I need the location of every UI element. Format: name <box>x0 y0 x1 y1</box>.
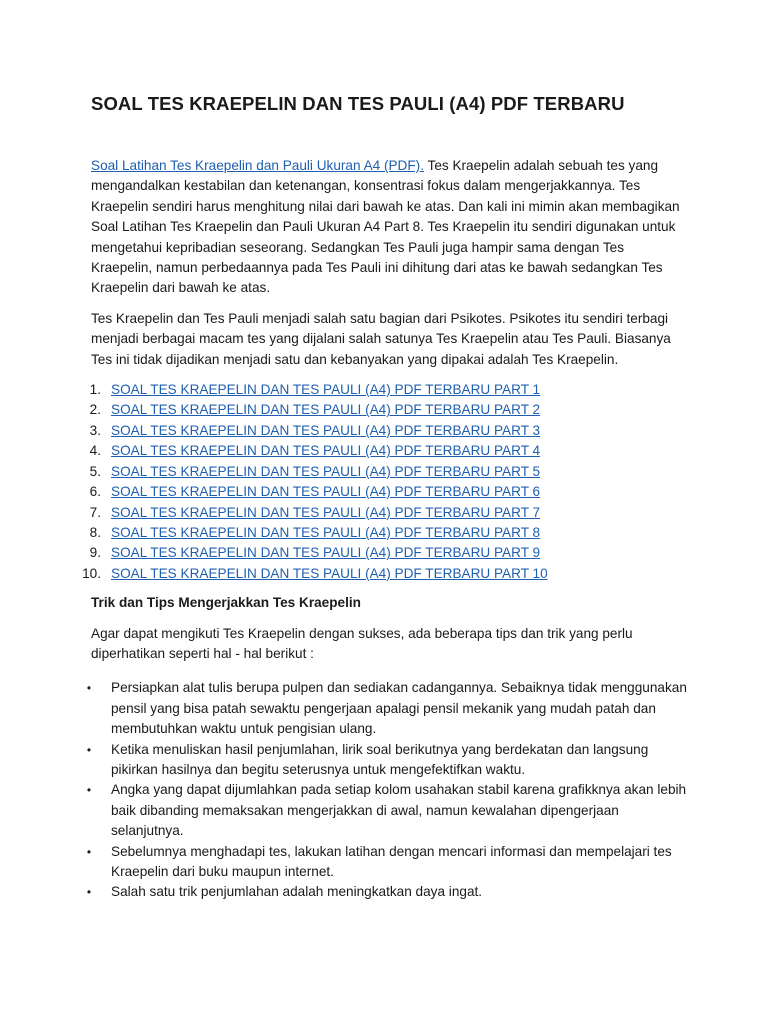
tips-intro-paragraph: Agar dapat mengikuti Tes Kraepelin dengan sukses, ada beberapa tips dan trik yang perlu diperhatikan seperti hal - hal berikut : <box>91 625 633 661</box>
part-link[interactable]: SOAL TES KRAEPELIN DAN TES PAULI (A4) PDF TERBARU PART 1 <box>111 382 541 398</box>
tip-text: Sebelumnya menghadapi tes, lakukan latihan dengan mencari informasi dan mempelajari tes Kraepelin dari buku maupun internet. <box>111 843 672 879</box>
part-link[interactable]: SOAL TES KRAEPELIN DAN TES PAULI (A4) PDF TERBARU PART 6 <box>111 484 541 500</box>
part-link[interactable]: SOAL TES KRAEPELIN DAN TES PAULI (A4) PDF TERBARU PART 8 <box>111 524 541 540</box>
part-link[interactable]: SOAL TES KRAEPELIN DAN TES PAULI (A4) PDF TERBARU PART 5 <box>111 463 541 479</box>
intro-link[interactable]: Soal Latihan Tes Kraepelin dan Pauli Ukuran A4 (PDF). <box>91 158 424 173</box>
bullet-icon: • <box>86 844 92 859</box>
list-number: 5. <box>89 463 101 479</box>
bullet-icon: • <box>86 885 92 900</box>
tips-heading: Trik dan Tips Mengerjakkan Tes Kraepelin <box>91 595 361 611</box>
part-link[interactable]: SOAL TES KRAEPELIN DAN TES PAULI (A4) PDF TERBARU PART 9 <box>111 545 541 561</box>
psikotes-paragraph: Tes Kraepelin dan Tes Pauli menjadi salah satu bagian dari Psikotes. Psikotes itu sendiri terbagi menjadi berbagai macam tes yang dijalani salah satunya Tes Kraepelin atau Tes Pauli. Biasanya Tes ini tidak dijadikan menjadi satu dan kebanyakan yang dipakai adalah Tes Kraepelin. <box>91 310 671 367</box>
tip-text: Persiapkan alat tulis berupa pulpen dan sediakan cadangannya. Sebaiknya tidak menggunakan pensil yang bisa patah sewaktu pengerjaan apalagi pensil mekanik yang mudah patah dan membutuhkan waktu untuk pengisian ulang. <box>111 680 687 737</box>
list-item <box>91 380 688 400</box>
bullet-icon: • <box>86 742 92 757</box>
list-item <box>91 523 688 543</box>
list-item <box>86 842 688 883</box>
part-link[interactable]: SOAL TES KRAEPELIN DAN TES PAULI (A4) PDF TERBARU PART 2 <box>111 402 541 418</box>
tips-list <box>86 678 688 902</box>
list-number: 7. <box>89 504 101 520</box>
list-item <box>86 882 688 902</box>
list-number: 3. <box>89 422 101 438</box>
list-number: 4. <box>89 443 101 459</box>
list-number: 10. <box>82 565 101 581</box>
list-item <box>91 441 688 461</box>
tip-text: Ketika menuliskan hasil penjumlahan, lirik soal berikutnya yang berdekatan dan langsung pikirkan hasilnya dan begitu seterusnya untuk mengefektifkan waktu. <box>111 741 649 777</box>
tip-text: Salah satu trik penjumlahan adalah meningkatkan daya ingat. <box>111 884 483 900</box>
list-item <box>86 740 688 781</box>
list-number: 9. <box>89 545 101 561</box>
part-link[interactable]: SOAL TES KRAEPELIN DAN TES PAULI (A4) PDF TERBARU PART 4 <box>111 443 541 459</box>
intro-text: Tes Kraepelin adalah sebuah tes yang mengandalkan kestabilan dan ketenangan, konsentrasi fokus dalam mengerjakkannya. Tes Kraepelin sendiri harus menghitung nilai dari bawah ke atas. Dan kali ini mimin akan membagikan Soal Latihan Tes Kraepelin dan Pauli Ukuran A4 Part 8. Tes Kraepelin itu sendiri digunakan untuk mengetahui kepribadian seseorang. Sedangkan Tes Pauli juga hampir sama dengan Tes Kraepelin, namun perbedaannya pada Tes Pauli ini dihitung dari atas ke bawah sedangkan Tes Kraepelin dari bawah ke atas. <box>91 158 680 296</box>
bullet-icon: • <box>86 783 92 798</box>
list-item <box>91 503 688 523</box>
list-item <box>91 400 688 420</box>
parts-list <box>82 380 688 584</box>
list-item <box>91 421 688 441</box>
list-item <box>82 564 688 584</box>
part-link[interactable]: SOAL TES KRAEPELIN DAN TES PAULI (A4) PDF TERBARU PART 7 <box>111 504 541 520</box>
part-link[interactable]: SOAL TES KRAEPELIN DAN TES PAULI (A4) PDF TERBARU PART 3 <box>111 422 541 438</box>
intro-paragraph <box>91 156 688 299</box>
list-item <box>86 780 688 841</box>
list-number: 1. <box>89 382 101 398</box>
part-link[interactable]: SOAL TES KRAEPELIN DAN TES PAULI (A4) PDF TERBARU PART 10 <box>111 565 548 581</box>
tip-text: Angka yang dapat dijumlahkan pada setiap kolom usahakan stabil karena grafikknya akan lebih baik dibanding memaksakan mengerjakkan di awal, namun kewalahan dipengerjaan selanjutnya. <box>111 782 687 839</box>
list-item <box>86 678 688 739</box>
list-item <box>91 462 688 482</box>
list-item <box>91 543 688 563</box>
list-number: 6. <box>89 484 101 500</box>
list-number: 2. <box>89 402 101 418</box>
document-title: SOAL TES KRAEPELIN DAN TES PAULI (A4) PDF TERBARU <box>91 93 625 114</box>
list-item <box>91 482 688 502</box>
bullet-icon: • <box>86 681 92 696</box>
list-number: 8. <box>89 524 101 540</box>
